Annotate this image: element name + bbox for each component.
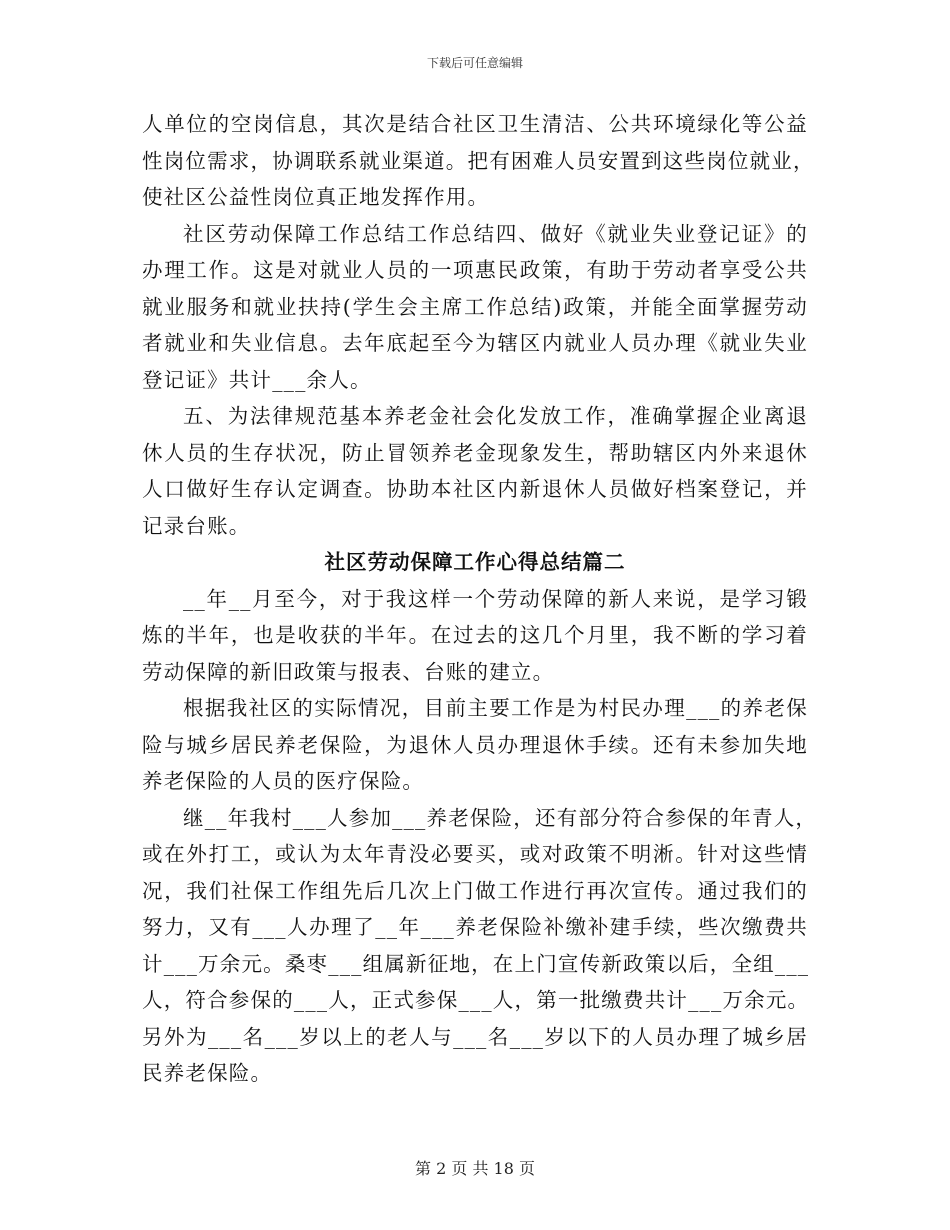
header-note: 下载后可任意编辑 [426,56,523,70]
body-text-line: 继__年我村___人参加___养老保险，还有部分符合参保的年青人， [183,805,818,830]
body-text-line: 努力，又有___人办理了__年___养老保险补缴补建手续，些次缴费共 [142,915,808,939]
body-text-line: 办理工作。这是对就业人员的一项惠民政策，有助于劳动者享受公共 [142,258,808,282]
body-text-line: 人，符合参保的___人，正式参保___人，第一批缴费共计___万余元。 [142,988,810,1012]
body-text-line: 记录台账。 [142,513,251,538]
body-text-line: __年__月至今，对于我这样一个劳动保障的新人来说，是学习锻 [183,586,808,611]
body-text-line: 根据我社区的实际情况，目前主要工作是为村民办理___的养老保 [183,696,808,720]
body-text-line: 登记证》共计___余人。 [142,367,372,392]
body-text-line: 或在外打工，或认为太年青没必要买，或对政策不明淅。针对这些情 [142,842,808,866]
body-text-line: 者就业和失业信息。去年底起至今为辖区内就业人员办理《就业失业 [142,331,808,355]
body-text-line: 养老保险的人员的医疗保险。 [142,769,425,793]
body-text-line: 休人员的生存状况，防止冒领养老金现象发生，帮助辖区内外来退休 [142,440,808,465]
body-text-line: 使社区公益性岗位真正地发挥作用。 [142,185,490,209]
body-text-line: 性岗位需求，协调联系就业渠道。把有困难人员安置到这些岗位就业， [142,148,815,173]
body-text-line: 另外为___名___岁以上的老人与___名___岁以下的人员办理了城乡居 [142,1024,808,1049]
page-number: 第 2 页 共 18 页 [415,1159,535,1178]
body-text-line: 人单位的空岗信息，其次是结合社区卫生清洁、公共环境绿化等公益 [142,112,808,136]
body-text-line: 劳动保障的新旧政策与报表、台账的建立。 [142,659,555,684]
body-text-line: 民养老保险。 [142,1061,273,1085]
body-text-line: 炼的半年，也是收获的半年。在过去的这几个月里，我不断的学习着 [142,623,808,647]
document-body [142,106,818,1092]
body-text-line: 五、为法律规范基本养老金社会化发放工作，准确掌握企业离退 [183,404,808,428]
body-text-line: 就业服务和就业扶持(学生会主席工作总结)政策，并能全面掌握劳动 [142,294,808,319]
body-text-line: 社区劳动保障工作总结工作总结四、做好《就业失业登记证》的 [183,221,808,246]
body-text-line: 计___万余元。桑枣___组属新征地，在上门宣传新政策以后，全组___ [142,951,810,976]
body-text-line: 况，我们社保工作组先后几次上门做工作进行再次宣传。通过我们的 [142,878,808,903]
body-text-line: 险与城乡居民养老保险，为退休人员办理退休手续。还有未参加失地 [142,732,808,757]
section-heading: 社区劳动保障工作心得总结篇二 [324,550,626,574]
body-text-line: 人口做好生存认定调查。协助本社区内新退休人员做好档案登记，并 [142,477,808,501]
